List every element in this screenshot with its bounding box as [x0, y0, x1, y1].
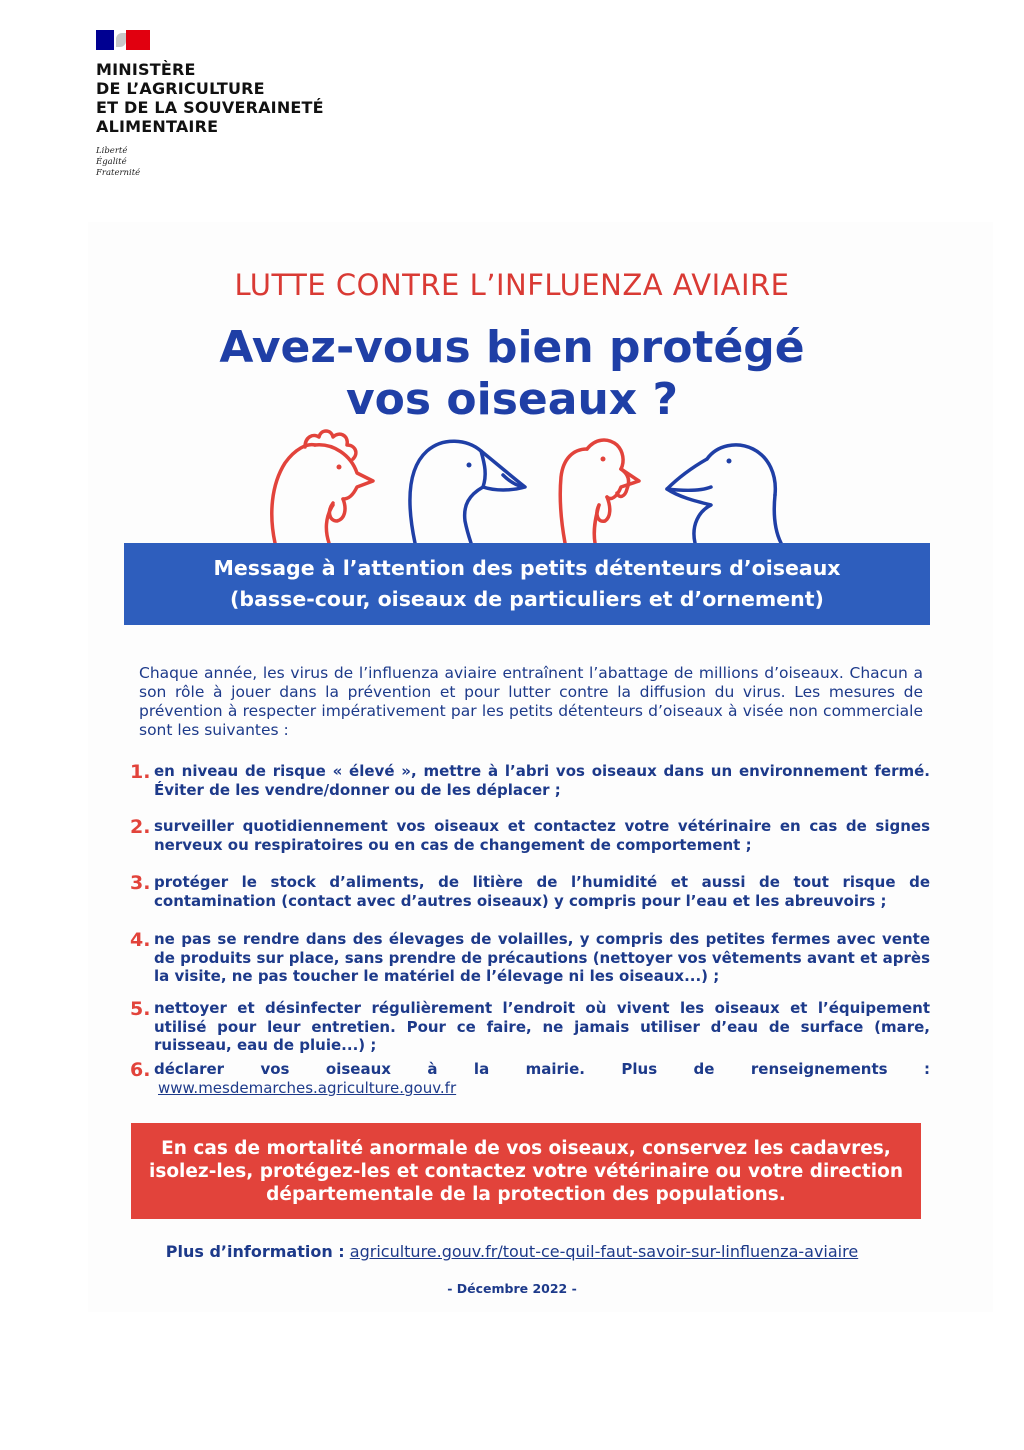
- headline-line-1: Avez-vous bien protégé: [219, 322, 805, 373]
- list-item: [130, 762, 930, 799]
- item-text: surveiller quotidiennement vos oiseaux et contactez votre vétérinaire en cas de signes nerveux ou respiratoires ou en cas de changement de comportement ;: [154, 817, 930, 854]
- item-text: nettoyer et désinfecter régulièrement l’endroit où vivent les oiseaux et l’équipement utilisé pour leur entretien. Pour ce faire, ne jamais utiliser d’eau de surface (mare, ruisseau, eau de pluie...) ;: [154, 999, 930, 1054]
- turkey-icon: [560, 440, 639, 543]
- alert-line-1: En cas de mortalité anormale de vos oiseaux, conservez les cadavres,: [161, 1137, 891, 1159]
- audience-banner: [124, 543, 930, 625]
- item-text: en niveau de risque « élevé », mettre à l’abri vos oiseaux dans un environnement fermé. Éviter de les vendre/donner ou de les déplacer ;: [154, 762, 930, 799]
- alert-line-3: départementale de la protection des populations.: [266, 1183, 786, 1205]
- marianne-flag-icon: [96, 30, 150, 50]
- ministry-name: [96, 60, 324, 136]
- mesdemarches-link[interactable]: www.mesdemarches.agriculture.gouv.fr: [158, 1078, 457, 1097]
- publication-date: - Décembre 2022 -: [447, 1281, 577, 1296]
- ministry-line: ET DE LA SOUVERAINETÉ: [96, 98, 324, 117]
- item-number: 5.: [130, 998, 151, 1020]
- motto-egalite: Égalité: [96, 157, 127, 167]
- duck-icon: [667, 445, 781, 543]
- republic-motto: [96, 146, 324, 179]
- more-info-label: Plus d’information :: [165, 1242, 345, 1261]
- goose-icon: [410, 441, 525, 543]
- alert-banner: [131, 1123, 921, 1219]
- ministry-logo: [96, 30, 324, 179]
- intro-paragraph: Chaque année, les virus de l’influenza aviaire entraînent l’abattage de millions d’oiseaux. Chacun a son rôle à jouer dans la prévention et pour lutter contre la diffusion du virus. Les mesures de prévention à respecter impérativement par les petits détenteurs d’oiseaux à visée non commerciale sont les suivantes :: [139, 664, 923, 739]
- item-text-main: déclarer vos oiseaux à la mairie. Plus de renseignements :: [154, 1060, 930, 1078]
- item-text: protéger le stock d’aliments, de litière de l’humidité et aussi de tout risque de contamination (contact avec d’autres oiseaux) y compris pour l’eau et les abreuvoirs ;: [154, 873, 930, 910]
- ministry-line: DE L’AGRICULTURE: [96, 79, 265, 98]
- list-item: [130, 817, 930, 854]
- list-item: [130, 873, 930, 910]
- item-number: 2.: [130, 816, 151, 838]
- audience-line-2: (basse-cour, oiseaux de particuliers et d’ornement): [230, 587, 824, 611]
- item-number: 4.: [130, 929, 151, 951]
- item-text: ne pas se rendre dans des élevages de volailles, y compris des petites fermes avec vente de produits sur place, sans prendre de précautions (nettoyer vos vêtements avant et après la visite, ne pas toucher le matériel de l’élevage ni les oiseaux...) ;: [154, 930, 930, 985]
- poster-kicker: LUTTE CONTRE L’INFLUENZA AVIAIRE: [234, 268, 790, 302]
- ministry-line: ALIMENTAIRE: [96, 117, 219, 136]
- hen-icon: [272, 431, 373, 543]
- list-item: [130, 999, 930, 1055]
- audience-line-1: Message à l’attention des petits détenteurs d’oiseaux: [213, 556, 841, 580]
- item-text: [154, 1060, 930, 1097]
- ministry-line: MINISTÈRE: [96, 60, 196, 79]
- motto-fraternite: Fraternité: [96, 168, 141, 178]
- headline-line-2: vos oiseaux ?: [346, 374, 678, 425]
- item-number: 1.: [130, 761, 151, 783]
- more-info-link[interactable]: agriculture.gouv.fr/tout-ce-quil-faut-savoir-sur-linfluenza-aviaire: [349, 1242, 859, 1261]
- poster-headline: [0, 322, 1024, 426]
- item-number: 3.: [130, 872, 151, 894]
- list-item: [130, 1060, 930, 1097]
- more-info: [0, 1242, 1024, 1261]
- birds-illustration: [255, 425, 795, 545]
- item-number: 6.: [130, 1059, 151, 1081]
- alert-line-2: isolez-les, protégez-les et contactez votre vétérinaire ou votre direction: [148, 1160, 903, 1182]
- motto-liberte: Liberté: [96, 146, 128, 156]
- list-item: [130, 930, 930, 986]
